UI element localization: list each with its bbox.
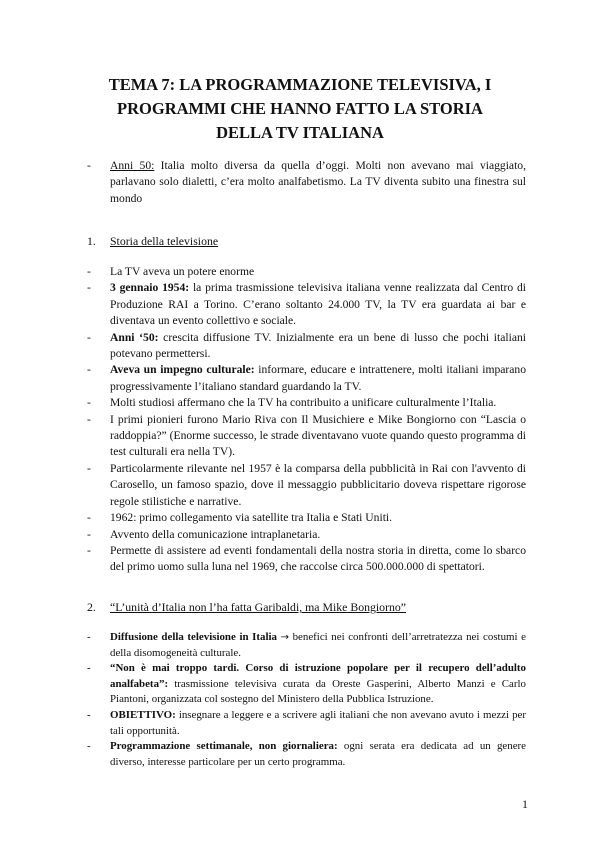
- bullet-marker: -: [87, 740, 91, 753]
- intro-label: Anni 50:: [110, 159, 155, 172]
- arrow-icon: →: [280, 632, 289, 643]
- list-item: - Particolarmente rilevante nel 1957 è la comparsa della pubblicità in Rai con l'avvento di Carosello, un famoso spazio, dove il messaggio pubblicitario doveva rispettare rigorose regole stilistiche e narrative.: [87, 461, 526, 508]
- section-1-list: [0, 264, 600, 576]
- bullet-marker: -: [87, 527, 91, 541]
- section-2-title: “L’unità d’Italia non l’ha fatta Garibaldi, ma Mike Bongiorno”: [110, 600, 407, 614]
- page-number: 1: [522, 797, 528, 811]
- bullet-marker: -: [87, 159, 91, 172]
- list-item: - Avvento della comunicazione intraplanetaria.: [0, 527, 600, 543]
- list-item: - 1962: primo collegamento via satellite tra Italia e Stati Uniti.: [0, 510, 600, 526]
- bullet-marker: -: [87, 511, 91, 525]
- bullet-marker: -: [87, 631, 91, 643]
- list-item: - Aveva un impegno culturale: informare, educare e intrattenere, molti italiani imparano progressivamente l’italiano standard guardando la TV.: [87, 363, 527, 393]
- intro-item: [0, 158, 600, 207]
- list-item: - La TV aveva un potere enorme: [0, 264, 600, 280]
- bullet-marker: -: [87, 330, 91, 344]
- section-2-list: [0, 630, 600, 770]
- list-item: - Anni ‘50: crescita diffusione TV. Inizialmente era un bene di lusso che pochi italiani potevano permettersi.: [87, 330, 526, 361]
- intro-block: [0, 158, 600, 207]
- bullet-marker: -: [87, 708, 91, 721]
- section-2-number: 2.: [87, 600, 96, 614]
- list-item: - Permette di assistere ad eventi fondamentali della nostra storia in diretta, come lo sbarco del primo uomo sulla luna nel 1969, che raccolse circa 500.000.000 di spettatori.: [87, 543, 526, 574]
- list-item: - OBIETTIVO: insegnare a leggere e a scrivere agli italiani che non avevano avuto i mezzi per tali opportunità.: [87, 708, 526, 737]
- section-1-title: Storia della televisione: [110, 234, 219, 248]
- bullet-marker: -: [87, 461, 91, 475]
- bullet-marker: -: [87, 412, 91, 426]
- page-title: [70, 73, 530, 145]
- list-item: - 3 gennaio 1954: la prima trasmissione televisiva italiana venne realizzata dal Centro di Produzione RAI a Torino. C’erano soltanto 24.000 TV, la TV era guardata ai bar e diventava un evento collettivo e sociale.: [87, 281, 526, 328]
- intro-text: Italia molto diversa da quella d’oggi. Molti non avevano mai viaggiato, parlavano solo dialetti, c’era molto analfabetismo. La TV diventa subito una finestra sul mondo: [110, 159, 526, 205]
- title-line-1: TEMA 7: LA PROGRAMMAZIONE TELEVISIVA, I: [108, 75, 492, 94]
- list-item: - Molti studiosi affermano che la TV ha contribuito a unificare culturalmente l’Italia.: [0, 395, 600, 411]
- title-line-3: DELLA TV ITALIANA: [216, 123, 384, 142]
- list-item: - I primi pionieri furono Mario Riva con Il Musichiere e Mike Bongiorno con “Lascia o raddoppia?” (Enorme successo, le strade diventavano vuote quando questo programma di test culturali era nella TV).: [87, 412, 526, 459]
- bullet-marker: -: [87, 396, 91, 410]
- bullet-marker: -: [87, 265, 91, 278]
- section-1-number: 1.: [87, 234, 96, 248]
- list-item: - Programmazione settimanale, non giornaliera: ogni serata era dedicata ad un genere diverso, interesse particolare per un certo programma.: [87, 740, 526, 768]
- list-item: - Diffusione della televisione in Italia → benefici nei confronti dell’arretratezza nei costumi e della disomogeneità culturale.: [87, 631, 526, 659]
- list-item: - “Non è mai troppo tardi. Corso di istruzione popolare per il recupero dell’adulto analfabeta”: trasmissione televisiva curata da Oreste Gasperini, Alberto Manzi e Carlo Piantoni, organizzata col sostegno del Ministero della Pubblica Istruzione.: [87, 662, 526, 706]
- bullet-marker: -: [87, 363, 91, 377]
- bullet-marker: -: [87, 281, 91, 295]
- bullet-marker: -: [87, 662, 91, 675]
- bullet-marker: -: [87, 543, 91, 557]
- title-line-2: PROGRAMMI CHE HANNO FATTO LA STORIA: [117, 99, 483, 118]
